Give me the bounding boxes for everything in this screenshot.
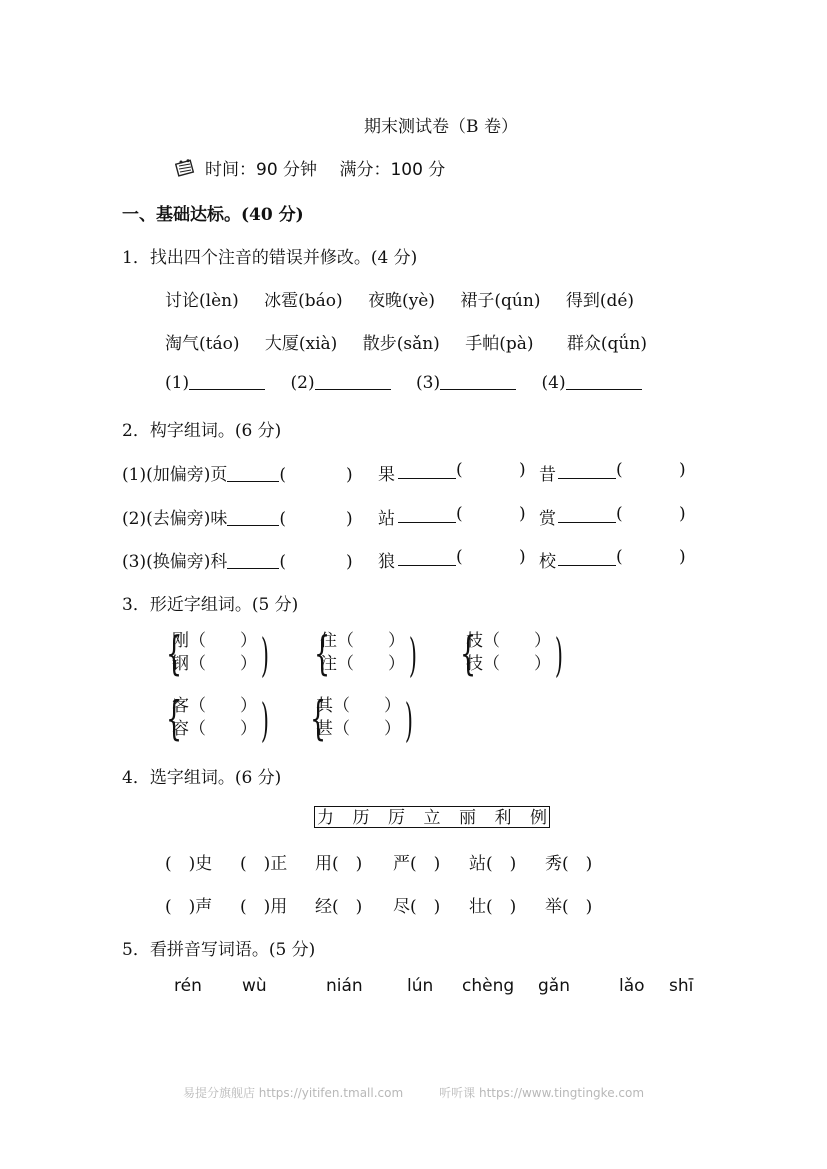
- q2-prefix: (1)(加偏旁)页: [122, 465, 228, 485]
- q1-row-2: [165, 329, 647, 354]
- answer-blank[interactable]: [566, 373, 642, 390]
- question-2-label: 2．构字组词。(6 分): [122, 421, 282, 441]
- question-3-label: 3．形近字组词。(5 分): [122, 595, 299, 615]
- q1-row-1: [165, 286, 634, 311]
- question-1-label: 1．找出四个注音的错误并修改。(4 分): [122, 248, 418, 268]
- q2-prefix: (3)(换偏旁)科: [122, 552, 228, 572]
- pinyin-syllable: nián: [326, 976, 363, 996]
- q2-prefix: (2)(去偏旁)味: [122, 509, 228, 529]
- section-heading: 一、基础达标。(40 分): [122, 205, 304, 225]
- brace-icon: ): [260, 628, 270, 682]
- answer-blank[interactable]: [227, 509, 279, 526]
- brace-icon: {: [460, 626, 477, 680]
- pinyin-syllable: shī: [669, 976, 694, 996]
- answer-label: (2): [290, 373, 315, 393]
- answer-blank[interactable]: [398, 506, 456, 523]
- question-5-label: 5．看拼音写词语。(5 分): [122, 940, 316, 960]
- answer-blank[interactable]: [398, 462, 456, 479]
- answer-blank[interactable]: [398, 549, 456, 566]
- q3-group: { 枝（ ） 技（ ） ): [460, 626, 564, 682]
- q2-char: 狼: [378, 552, 395, 572]
- answer-blank[interactable]: [558, 462, 616, 479]
- brace-icon: {: [310, 691, 327, 745]
- q1-item: 裙子(qún): [460, 291, 541, 311]
- q2-row-2: (2)(去偏旁)味 ( ) 站 ( ) 赏 ( ): [122, 504, 686, 529]
- answer-label: (3): [416, 373, 441, 393]
- time-text: 时间：90 分钟 满分：100 分: [205, 160, 446, 180]
- answer-blank[interactable]: [558, 506, 616, 523]
- pinyin-syllable: lǎo: [619, 976, 645, 996]
- footer-watermark: 易提分旗舰店 https://yitifen.tmall.com 听听课 https://www.tingtingke.com: [182, 1086, 645, 1100]
- answer-blank[interactable]: [189, 373, 265, 390]
- q2-char: 赏: [539, 509, 556, 529]
- pinyin-syllable: chèng: [462, 976, 515, 996]
- q2-char: 站: [378, 509, 395, 529]
- pinyin-syllable: wù: [242, 976, 267, 996]
- answer-blank[interactable]: [558, 549, 616, 566]
- time-info: [175, 155, 445, 180]
- q1-item: 淘气(táo): [165, 334, 240, 354]
- brace-icon: ): [260, 693, 270, 747]
- answer-blank[interactable]: [315, 373, 391, 390]
- q1-item: 散步(sǎn): [362, 334, 440, 354]
- q1-item: 得到(dé): [565, 291, 635, 311]
- answer-label: (1): [165, 373, 190, 393]
- q1-item: 讨论(lèn): [165, 291, 239, 311]
- q1-item: 大厦(xià): [264, 334, 338, 354]
- brace-icon: ): [554, 628, 564, 682]
- character-bank: 力 历 厉 立 丽 利 例: [314, 806, 550, 828]
- q2-row-1: (1)(加偏旁)页 ( ) 果 ( ) 昔 ( ): [122, 460, 686, 485]
- q3-group: { 住（ ） 注（ ） ): [314, 626, 418, 682]
- page-title: 期末测试卷（B 卷）: [364, 117, 518, 137]
- q1-item: 手帕(pà): [465, 334, 534, 354]
- pinyin-syllable: lún: [407, 976, 434, 996]
- brace-icon: ): [408, 628, 418, 682]
- pinyin-syllable: gǎn: [538, 976, 570, 996]
- brace-icon: {: [314, 626, 331, 680]
- q1-item: 冰雹(báo): [264, 291, 343, 311]
- q2-char: 昔: [539, 465, 556, 485]
- q1-item: 夜晚(yè): [368, 291, 435, 311]
- q1-item: 群众(qǘn): [566, 334, 647, 354]
- brace-icon: ): [404, 693, 414, 747]
- q2-char: 校: [539, 552, 556, 572]
- answer-blank[interactable]: [227, 465, 279, 482]
- question-4-label: 4．选字组词。(6 分): [122, 768, 282, 788]
- pinyin-syllable: rén: [174, 976, 202, 996]
- q1-answers: [165, 373, 642, 393]
- q2-row-3: (3)(换偏旁)科 ( ) 狼 ( ) 校 ( ): [122, 547, 686, 572]
- q3-group: { 客（ ） 容（ ） ): [166, 691, 270, 747]
- q3-group: { 其（ ） 甚（ ） ): [310, 691, 414, 747]
- q2-char: 果: [378, 465, 395, 485]
- brace-icon: {: [166, 691, 183, 745]
- answer-label: (4): [541, 373, 566, 393]
- answer-blank[interactable]: [227, 552, 279, 569]
- q3-group: { 刚（ ） 钢（ ） ): [166, 626, 270, 682]
- clock-icon: [175, 159, 195, 177]
- brace-icon: {: [166, 626, 183, 680]
- answer-blank[interactable]: [440, 373, 516, 390]
